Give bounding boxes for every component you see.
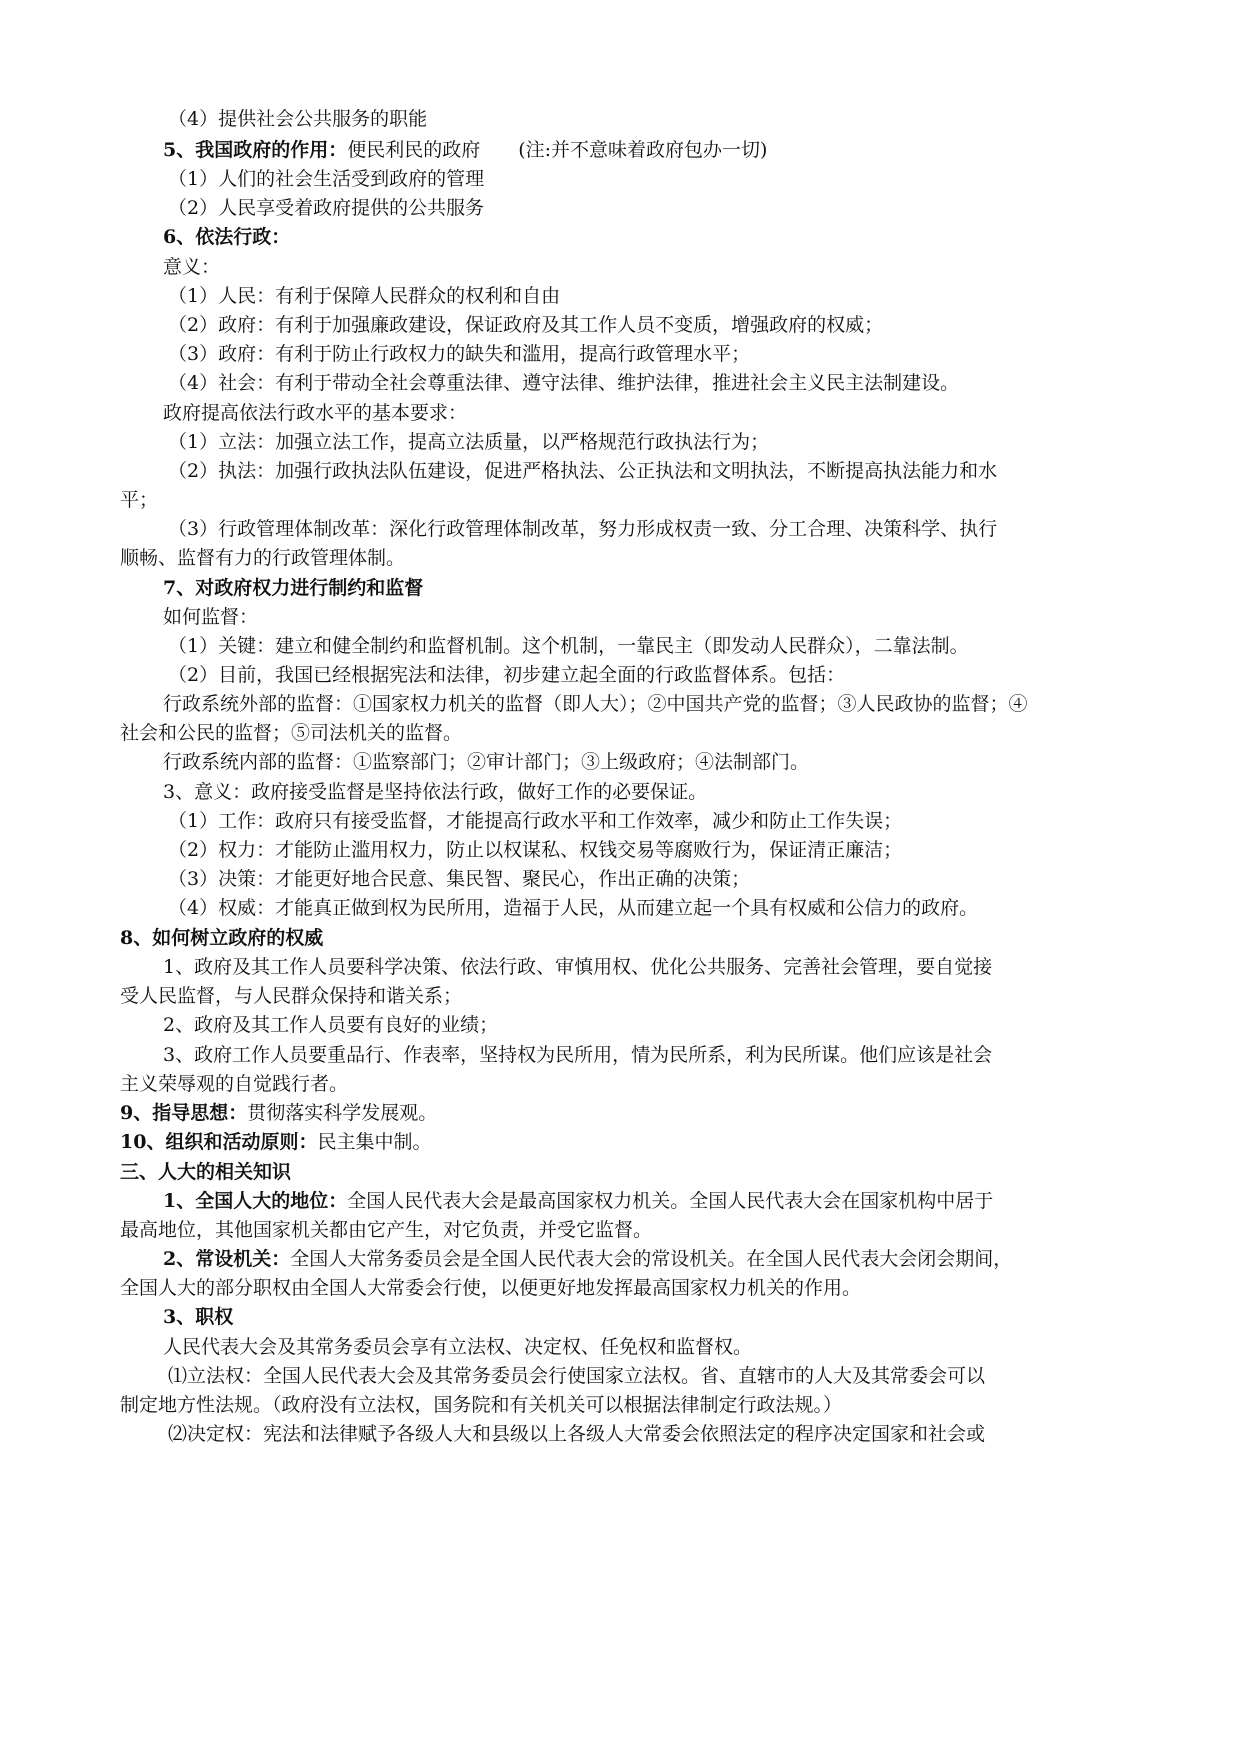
text-line: （2）政府：有利于加强廉政建设，保证政府及其工作人员不变质，增强政府的权威； bbox=[168, 314, 884, 336]
text-line: （1）工作：政府只有接受监督，才能提高行政水平和工作效率，减少和防止工作失误； bbox=[168, 810, 903, 832]
text-line: 受人民监督，与人民群众保持和谐关系； bbox=[120, 985, 463, 1007]
text-span: 全国人大常务委员会是全国人民代表大会的常设机关。在全国人民代表大会闭会期间， bbox=[290, 1248, 1013, 1270]
text-span: 贯彻落实科学发展观。 bbox=[247, 1102, 438, 1124]
text-line bbox=[163, 1244, 1125, 1274]
text-line: 全国人大的部分职权由全国人大常委会行使，以便更好地发挥最高国家权力机关的作用。 bbox=[120, 1277, 862, 1299]
text-line: 平； bbox=[120, 489, 159, 511]
text-line: 社会和公民的监督；⑤司法机关的监督。 bbox=[120, 722, 463, 744]
text-line: （4）提供社会公共服务的职能 bbox=[168, 108, 428, 130]
text-line: ⑵决定权：宪法和法律赋予各级人大和县级以上各级人大常委会依照法定的程序决定国家和社会或 bbox=[168, 1423, 986, 1445]
text-line: （3）决策：才能更好地合民意、集民智、聚民心，作出正确的决策； bbox=[168, 868, 751, 890]
section-heading: 10、组织和活动原则： bbox=[120, 1131, 318, 1153]
text-line: 顺畅、监督有力的行政管理体制。 bbox=[120, 547, 406, 569]
text-line: 意义： bbox=[163, 256, 221, 278]
text-line: （1）关键：建立和健全制约和监督机制。这个机制，一靠民主（即发动人民群众），二靠法制。 bbox=[168, 635, 969, 657]
text-line: 主义荣辱观的自觉践行者。 bbox=[120, 1073, 349, 1095]
section-heading: 9、指导思想： bbox=[120, 1102, 248, 1124]
text-line: （4）权威：才能真正做到权为民所用，造福于人民，从而建立起一个具有权威和公信力的政府。 bbox=[168, 897, 979, 919]
text-line bbox=[120, 1127, 1125, 1157]
text-line: 如何监督： bbox=[163, 606, 259, 628]
section-heading: 6、依法行政： bbox=[163, 226, 291, 248]
section-heading: 8、如何树立政府的权威 bbox=[120, 927, 324, 949]
text-line: （3）政府：有利于防止行政权力的缺失和滥用，提高行政管理水平； bbox=[168, 343, 751, 365]
text-line: 行政系统外部的监督：①国家权力机关的监督（即人大）；②中国共产党的监督；③人民政协的监督；④ bbox=[163, 693, 1028, 715]
text-line bbox=[120, 1098, 1125, 1128]
text-line bbox=[163, 135, 1125, 165]
text-line: （2）人民享受着政府提供的公共服务 bbox=[168, 197, 485, 219]
text-line: 行政系统内部的监督：①监察部门；②审计部门；③上级政府；④法制部门。 bbox=[163, 751, 810, 773]
text-span: 便民利民的政府 (注:并不意味着政府包办一切) bbox=[347, 139, 768, 161]
chapter-heading: 三、人大的相关知识 bbox=[120, 1161, 292, 1183]
text-line: ⑴立法权：全国人民代表大会及其常务委员会行使国家立法权。省、直辖市的人大及其常委会可以 bbox=[168, 1365, 986, 1387]
section-heading: 3、职权 bbox=[163, 1306, 234, 1328]
text-span: 民主集中制。 bbox=[317, 1131, 432, 1153]
text-line: （4）社会：有利于带动全社会尊重法律、遵守法律、维护法律，推进社会主义民主法制建设。 bbox=[168, 372, 960, 394]
section-heading: 2、常设机关： bbox=[163, 1248, 291, 1270]
text-line: 2、政府及其工作人员要有良好的业绩； bbox=[163, 1014, 499, 1036]
text-span: 全国人民代表大会是最高国家权力机关。全国人民代表大会在国家机构中居于 bbox=[347, 1190, 994, 1212]
text-line: 人民代表大会及其常务委员会享有立法权、决定权、任免权和监督权。 bbox=[163, 1336, 753, 1358]
text-line: （2）权力：才能防止滥用权力，防止以权谋私、权钱交易等腐败行为，保证清正廉洁； bbox=[168, 839, 903, 861]
text-line bbox=[163, 1186, 1125, 1216]
text-line: 3、政府工作人员要重品行、作表率，坚持权为民所用，情为民所系，利为民所谋。他们应该是社会 bbox=[163, 1044, 993, 1066]
text-line: 1、政府及其工作人员要科学决策、依法行政、审慎用权、优化公共服务、完善社会管理，要自觉接 bbox=[163, 956, 993, 978]
text-line: 3、意义：政府接受监督是坚持依法行政，做好工作的必要保证。 bbox=[163, 781, 708, 803]
text-line: 最高地位，其他国家机关都由它产生，对它负责，并受它监督。 bbox=[120, 1219, 653, 1241]
text-line: （1）人民：有利于保障人民群众的权利和自由 bbox=[168, 285, 561, 307]
text-line: （2）目前，我国已经根据宪法和法律，初步建立起全面的行政监督体系。包括： bbox=[168, 664, 846, 686]
text-line: 政府提高依法行政水平的基本要求： bbox=[163, 402, 468, 424]
section-heading: 5、我国政府的作用： bbox=[163, 139, 348, 161]
text-line: （3）行政管理体制改革：深化行政管理体制改革，努力形成权责一致、分工合理、决策科学、执行 bbox=[168, 518, 998, 540]
text-line: 制定地方性法规。（政府没有立法权，国务院和有关机关可以根据法律制定行政法规。） bbox=[120, 1394, 843, 1416]
text-line: （1）人们的社会生活受到政府的管理 bbox=[168, 168, 485, 190]
section-heading: 1、全国人大的地位： bbox=[163, 1190, 348, 1212]
text-line: （2）执法：加强行政执法队伍建设，促进严格执法、公正执法和文明执法，不断提高执法能力和水 bbox=[168, 460, 998, 482]
section-heading: 7、对政府权力进行制约和监督 bbox=[163, 577, 424, 599]
text-line: （1）立法：加强立法工作，提高立法质量，以严格规范行政执法行为； bbox=[168, 431, 770, 453]
